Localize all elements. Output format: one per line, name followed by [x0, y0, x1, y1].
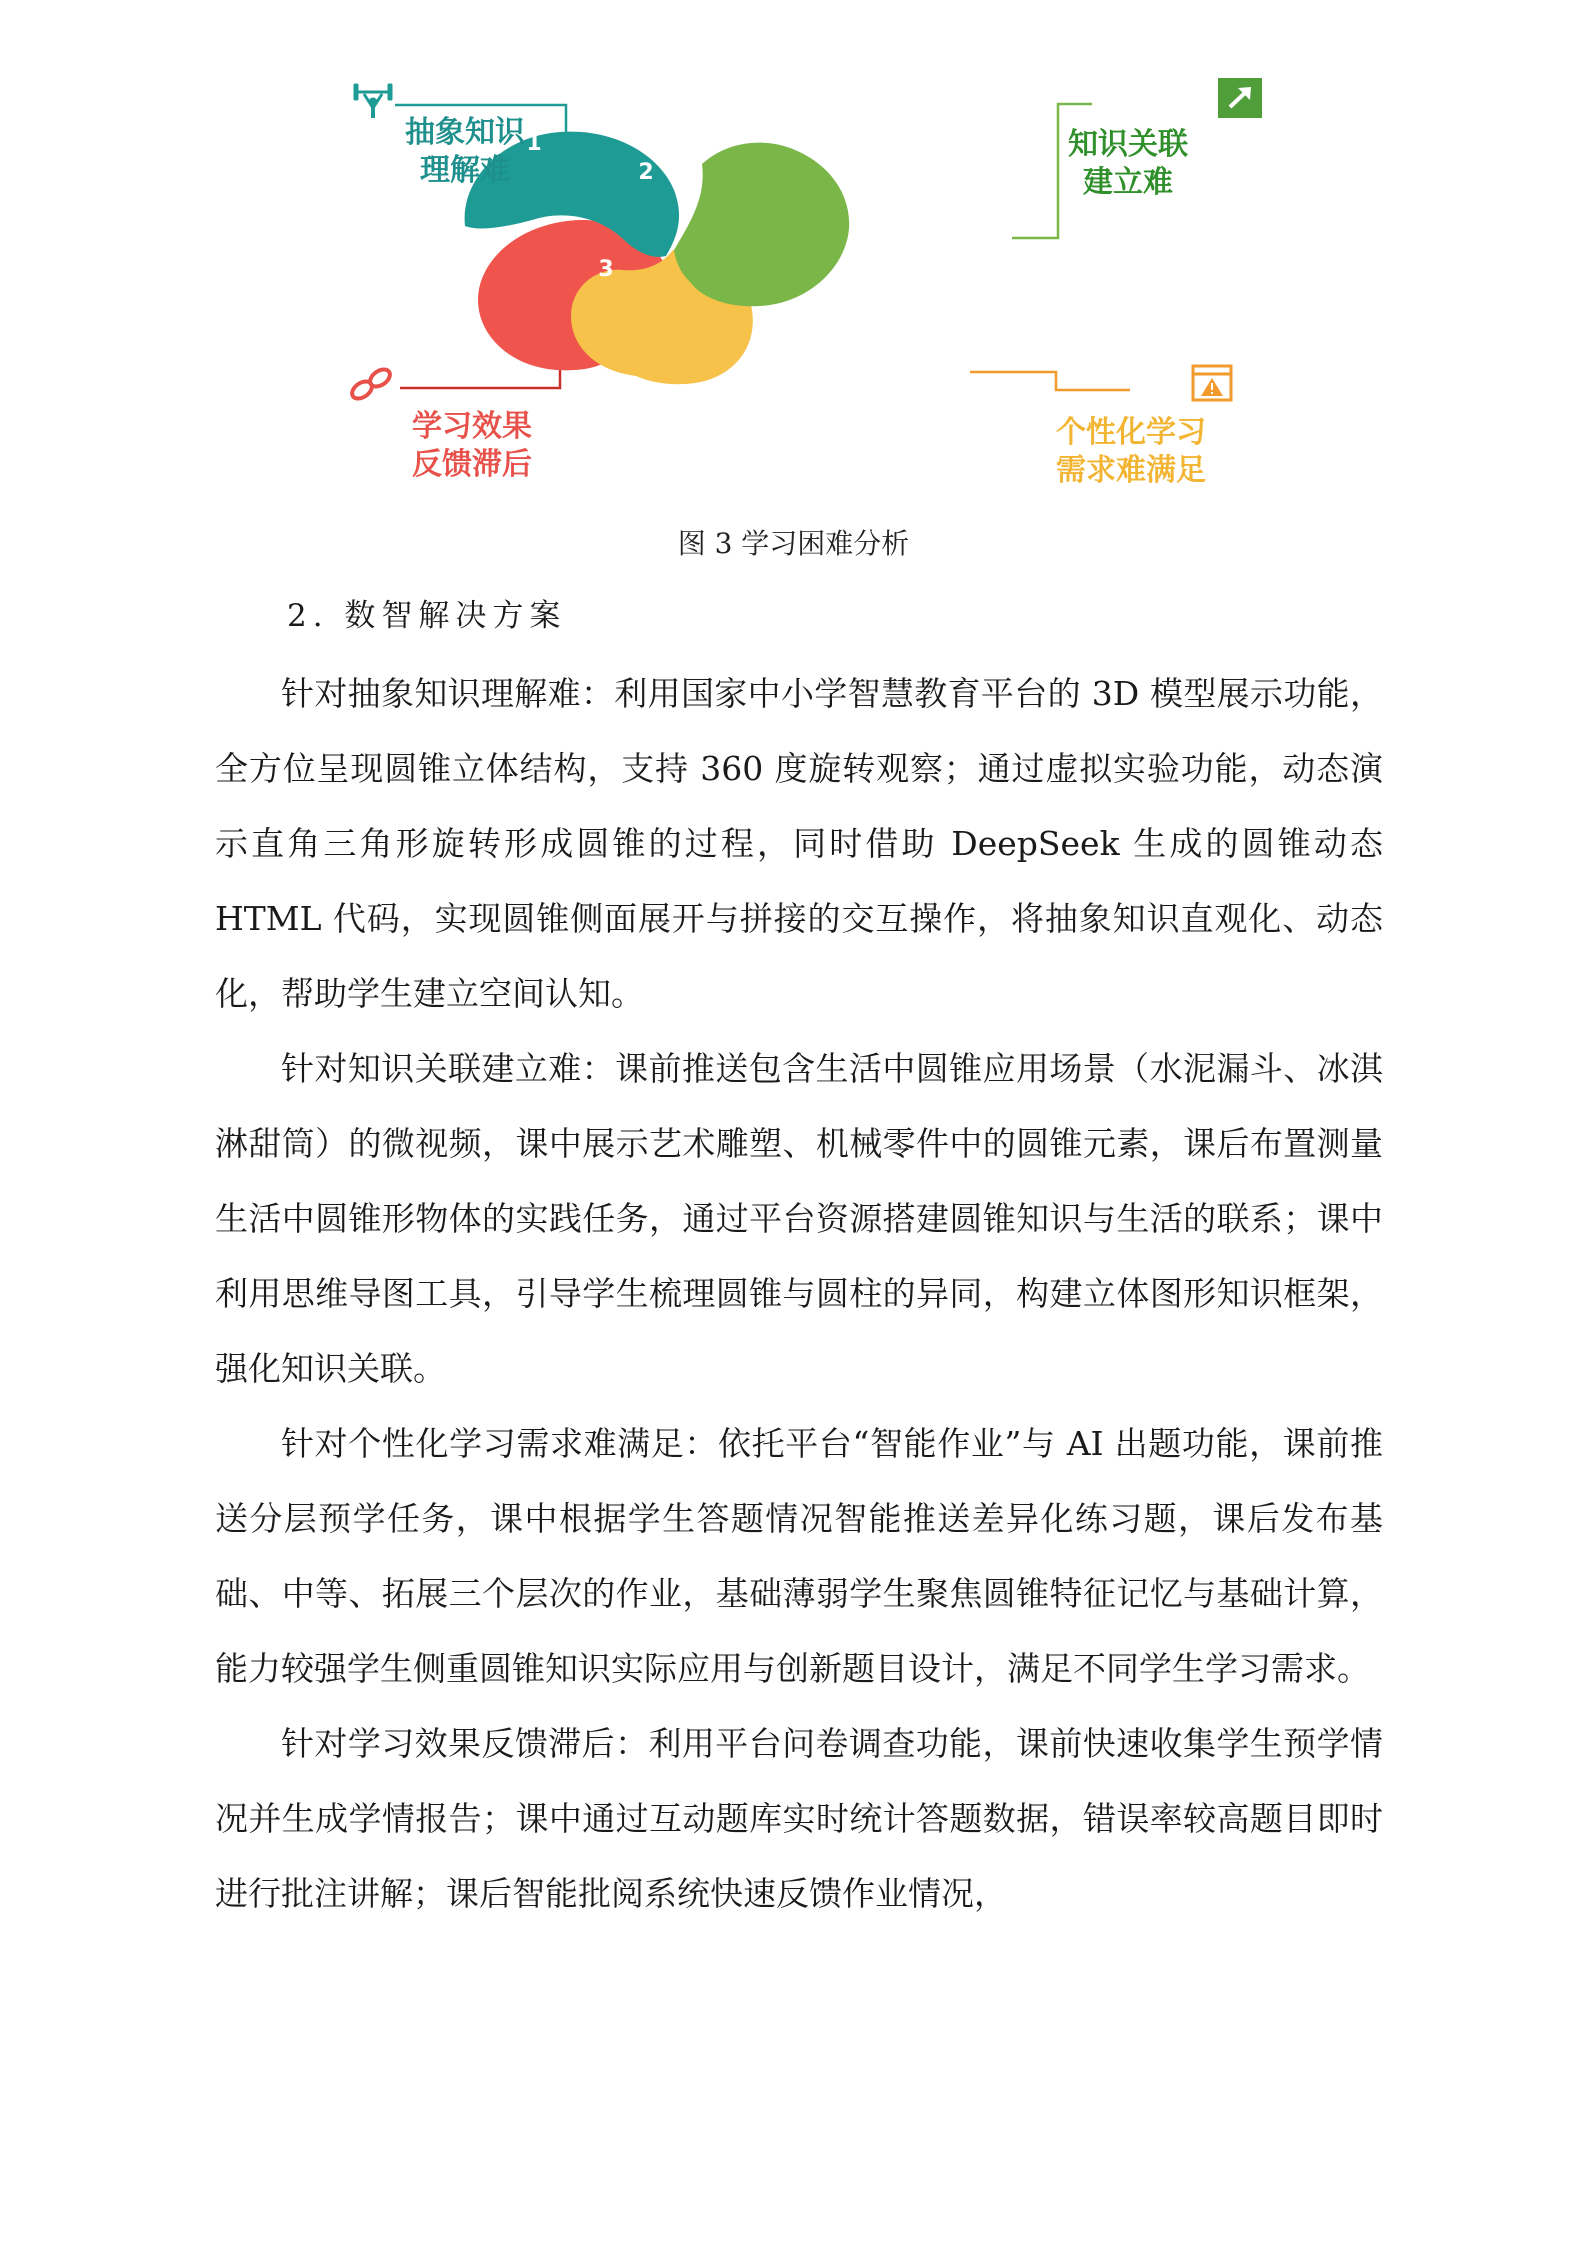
- diagram-label-3: [1056, 414, 1206, 490]
- diagram-label-1: [405, 114, 525, 190]
- paragraph-feedback-delay: 针对学习效果反馈滞后：利用平台问卷调查功能，课前快速收集学生预学情况并生成学情报告；课中通过互动题库实时统计答题数据，错误率较高题目即时进行批注讲解；课后智能批阅系统快速反馈作业情况，: [215, 1724, 1383, 1913]
- petal-2-shape: [674, 143, 849, 307]
- petal-number-3: 3: [598, 257, 614, 282]
- petal-number-1: 1: [526, 131, 542, 156]
- petal-number-2: 2: [638, 160, 654, 185]
- arrow-up-right-icon: [1218, 78, 1262, 118]
- diagram-label-3-line2: 需求难满足: [1056, 453, 1206, 488]
- diagram-label-4: [412, 408, 532, 484]
- learning-difficulty-diagram: [340, 70, 1280, 510]
- diagram-label-4-line1: 学习效果: [412, 409, 532, 444]
- diagram-label-2-line2: 建立难: [1083, 165, 1173, 200]
- section-heading: 2. 数智解决方案: [287, 598, 567, 634]
- diagram-label-1-line2: 理解难: [420, 153, 510, 188]
- chain-link-icon: [349, 366, 393, 402]
- paragraph-abstract-knowledge: 针对抽象知识理解难：利用国家中小学智慧教育平台的 3D 模型展示功能，全方位呈现圆锥立体结构，支持 360 度旋转观察；通过虚拟实验功能，动态演示直角三角形旋转形成圆锥的过程，同时借助 DeepSeek 生成的圆锥动态 HTML 代码，实现圆锥侧面展开与拼接的交互操作，将抽象知识直观化、动态化，帮助学生建立空间认知。: [215, 674, 1383, 1013]
- connector-line-3: [970, 372, 1130, 390]
- petal-number-4: 4: [478, 231, 494, 256]
- figure-caption: 图 3 学习困难分析: [677, 527, 910, 560]
- diagram-label-4-line2: 反馈滞后: [412, 447, 532, 482]
- diagram-label-1-line1: 抽象知识: [405, 115, 525, 150]
- paragraph-knowledge-connection: 针对知识关联建立难：课前推送包含生活中圆锥应用场景（水泥漏斗、冰淇淋甜筒）的微视频，课中展示艺术雕塑、机械零件中的圆锥元素，课后布置测量生活中圆锥形物体的实践任务，通过平台资源搭建圆锥知识与生活的联系；课中利用思维导图工具，引导学生梳理圆锥与圆柱的异同，构建立体图形知识框架，强化知识关联。: [215, 1049, 1383, 1388]
- body-text: [215, 656, 1383, 1931]
- diagram-label-3-line1: 个性化学习: [1056, 415, 1206, 450]
- paragraph-personalized-learning: 针对个性化学习需求难满足：依托平台“智能作业”与 AI 出题功能，课前推送分层预学任务，课中根据学生答题情况智能推送差异化练习题，课后发布基础、中等、拓展三个层次的作业，基础薄弱学生聚焦圆锥特征记忆与基础计算，能力较强学生侧重圆锥知识实际应用与创新题目设计，满足不同学生学习需求。: [215, 1424, 1383, 1688]
- diagram-label-2: [1068, 126, 1188, 202]
- warning-window-icon: [1193, 366, 1231, 400]
- weightlifter-icon: [354, 84, 392, 118]
- diagram-label-2-line1: 知识关联: [1068, 127, 1188, 162]
